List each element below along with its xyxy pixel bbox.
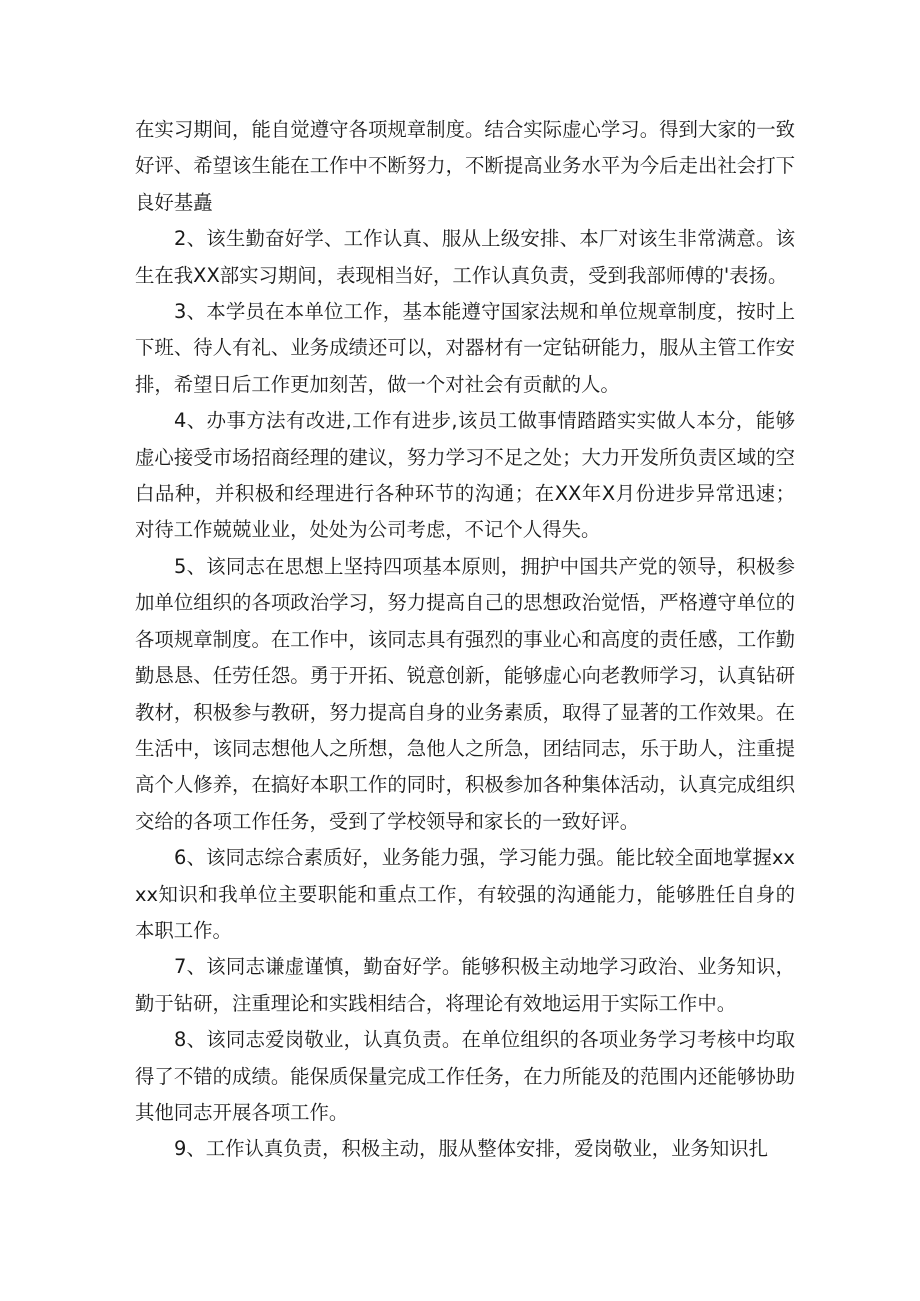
paragraph-7: 7、该同志谦虚谨慎，勤奋好学。能够积极主动地学习政治、业务知识，勤于钻研，注重理论和实践相结合，将理论有效地运用于实际工作中。 [135,955,795,1015]
paragraph-8: 8、该同志爱岗敬业，认真负责。在单位组织的各项业务学习考核中均取得了不错的成绩。能保质保量完成工作任务，在力所能及的范围内还能够协助其他同志开展各项工作。 [135,1028,795,1124]
paragraph-1-continuation: 在实习期间，能自觉遵守各项规章制度。结合实际虚心学习。得到大家的一致好评、希望该生能在工作中不断努力，不断提高业务水平为今后走出社会打下良好基矗 [135,118,795,214]
paragraph-4: 4、办事方法有改进,工作有进步,该员工做事情踏踏实实做人本分，能够虚心接受市场招商经理的建议，努力学习不足之处；大力开发所负责区域的空白品种，并积极和经理进行各种环节的沟通；在XX年X月份进步异常迅速；对待工作兢兢业业，处处为公司考虑，不记个人得失。 [135,409,795,542]
document-body [135,112,795,1168]
paragraph-3: 3、本学员在本单位工作，基本能遵守国家法规和单位规章制度，按时上下班、待人有礼、业务成绩还可以，对器材有一定钻研能力，服从主管工作安排，希望日后工作更加刻苦，做一个对社会有贡献的人。 [135,300,795,396]
paragraph-5: 5、该同志在思想上坚持四项基本原则，拥护中国共产党的领导，积极参加单位组织的各项政治学习，努力提高自己的思想政治觉悟，严格遵守单位的各项规章制度。在工作中，该同志具有强烈的事业心和高度的责任感，工作勤勤恳恳、任劳任怨。勇于开拓、锐意创新，能够虚心向老教师学习，认真钻研教材，积极参与教研，努力提高自身的业务素质，取得了显著的工作效果。在生活中，该同志想他人之所想，急他人之所急，团结同志，乐于助人，注重提高个人修养，在搞好本职工作的同时，积极参加各种集体活动，认真完成组织交给的各项工作任务，受到了学校领导和家长的一致好评。 [135,554,795,833]
paragraph-9: 9、工作认真负责，积极主动，服从整体安排，爱岗敬业，业务知识扎 [174,1137,769,1161]
paragraph-6: 6、该同志综合素质好，业务能力强，学习能力强。能比较全面地掌握xxxx知识和我单位主要职能和重点工作，有较强的沟通能力，能够胜任自身的本职工作。 [135,846,795,942]
paragraph-2: 2、该生勤奋好学、工作认真、服从上级安排、本厂对该生非常满意。该生在我XX部实习期间，表现相当好，工作认真负责，受到我部师傅的'表扬。 [135,227,795,287]
